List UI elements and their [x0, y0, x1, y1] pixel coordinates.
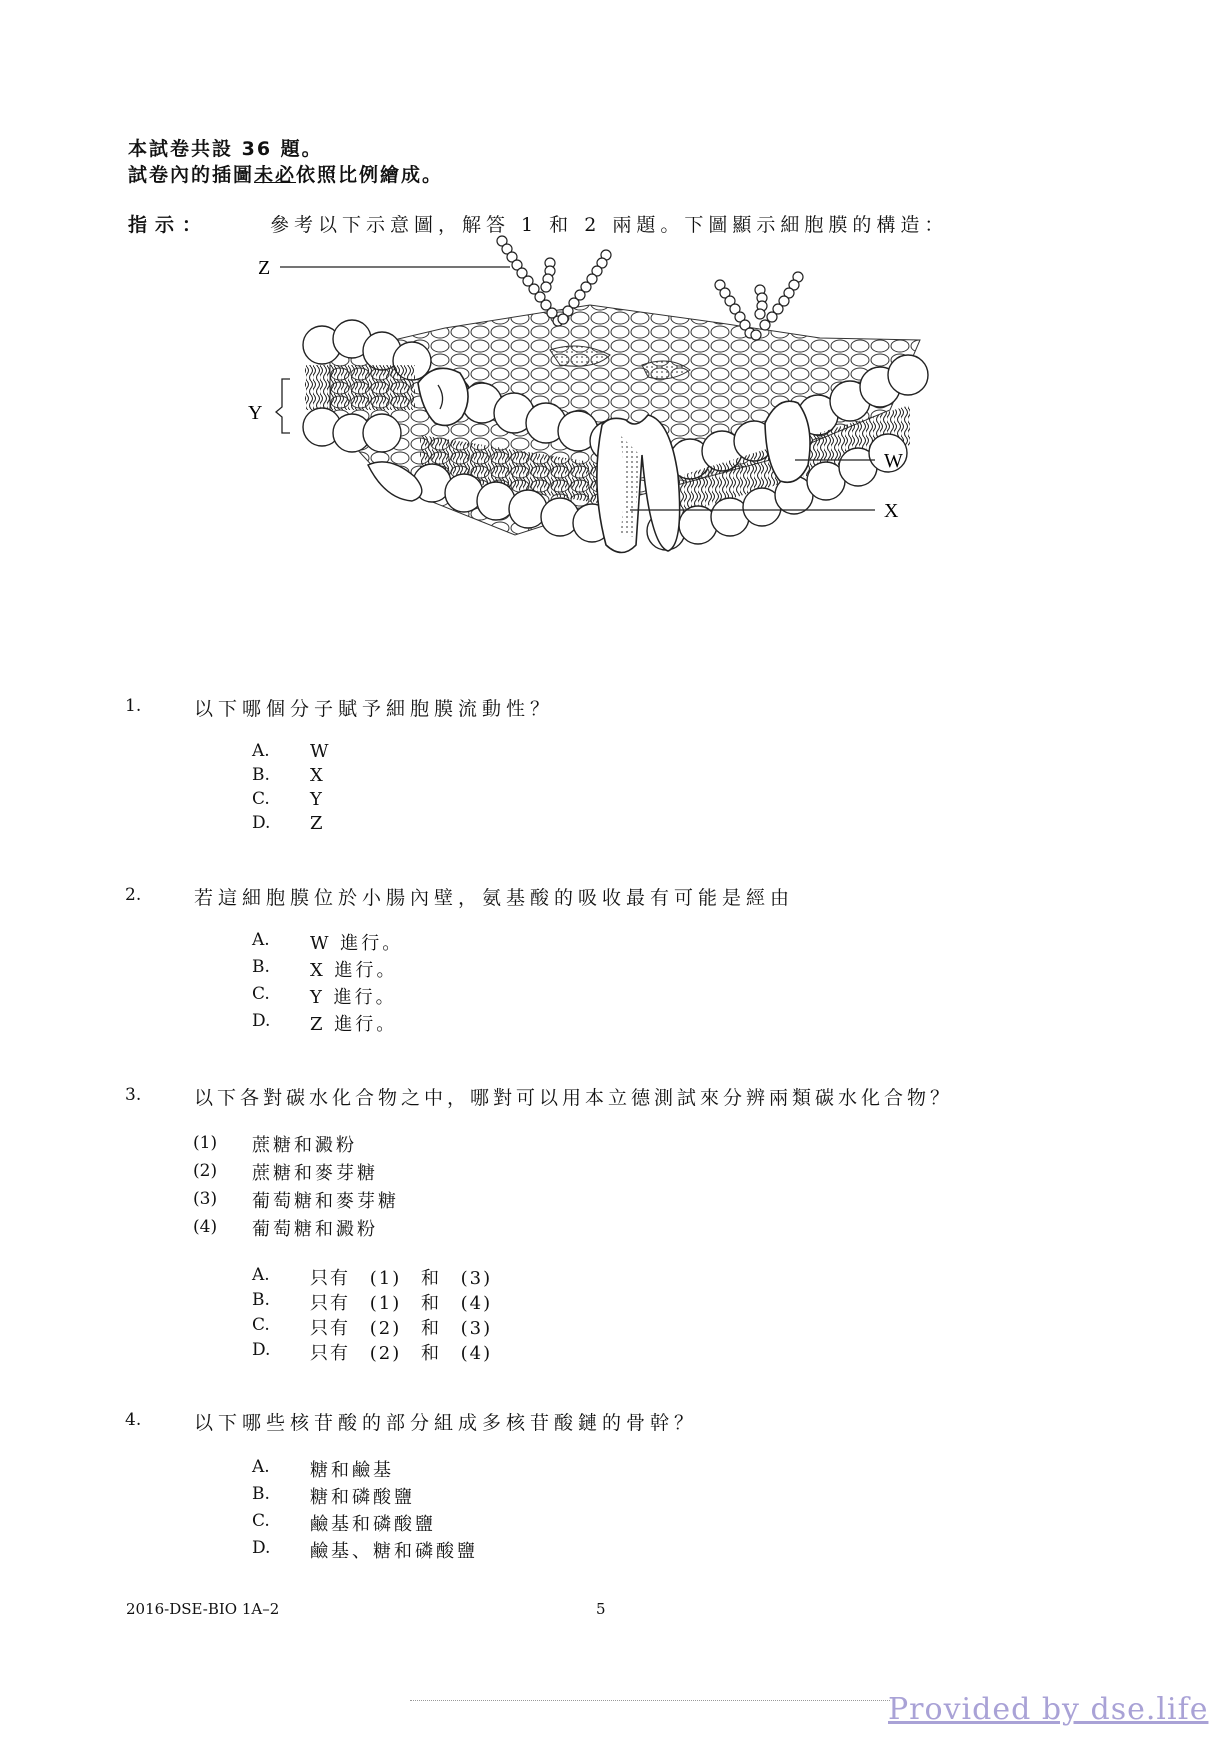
statement-number: (2)	[193, 1161, 218, 1181]
statement-text: 葡萄糖和澱粉	[252, 1219, 378, 1240]
option-text: 鹼基、糖和磷酸鹽	[310, 1541, 478, 1562]
option-letter: B.	[252, 957, 270, 977]
option-letter: C.	[252, 1511, 270, 1531]
option-letter: B.	[252, 765, 270, 785]
option-text: X 進行。	[310, 960, 398, 981]
instruction-text: 參考以下示意圖，解答 1 和 2 兩題。下圖顯示細胞膜的構造：	[270, 214, 949, 236]
option-letter: A.	[252, 930, 270, 950]
option-letter: D.	[252, 813, 271, 833]
option-letter: C.	[252, 789, 270, 809]
statement-number: (4)	[193, 1217, 218, 1237]
question-3-number: 3.	[125, 1085, 142, 1105]
question-1-number: 1.	[125, 696, 142, 716]
option-text: 只有 (2) 和 (3)	[310, 1318, 493, 1339]
option-letter: C.	[252, 984, 270, 1004]
page-number: 5	[596, 1600, 606, 1618]
option-letter: D.	[252, 1340, 271, 1360]
watermark: Provided by dse.life	[888, 1692, 1209, 1727]
question-1-text: 以下哪個分子賦予細胞膜流動性？	[194, 698, 555, 720]
option-letter: B.	[252, 1290, 270, 1310]
option-letter: D.	[252, 1011, 271, 1031]
option-text: 只有 (1) 和 (4)	[310, 1293, 493, 1314]
instruction-label: 指示：	[128, 214, 210, 236]
option-text: 只有 (2) 和 (4)	[310, 1343, 493, 1364]
option-letter: A.	[252, 741, 270, 761]
option-text: W	[310, 741, 329, 762]
option-text: 糖和鹼基	[310, 1460, 394, 1481]
channel-protein	[597, 415, 680, 553]
question-2-number: 2.	[125, 885, 142, 905]
option-letter: C.	[252, 1315, 270, 1335]
statement-text: 蔗糖和麥芽糖	[252, 1163, 378, 1184]
statement-number: (1)	[193, 1133, 218, 1153]
scale-note-underlined: 未必	[254, 164, 297, 186]
scale-note-a: 試卷內的插圖	[128, 164, 255, 186]
statement-text: 葡萄糖和麥芽糖	[252, 1191, 399, 1212]
statement-number: (3)	[193, 1189, 218, 1209]
left-tails	[305, 365, 415, 410]
option-text: 只有 (1) 和 (3)	[310, 1268, 493, 1289]
option-text: Y	[310, 789, 322, 810]
option-text: Z 進行。	[310, 1014, 398, 1035]
question-4-text: 以下哪些核苷酸的部分組成多核苷酸鏈的骨幹？	[194, 1412, 699, 1434]
option-text: Y 進行。	[310, 987, 397, 1008]
question-3-text: 以下各對碳水化合物之中，哪對可以用本立德測試來分辨兩類碳水化合物？	[194, 1087, 954, 1109]
option-text: X	[310, 765, 323, 786]
option-letter: A.	[252, 1457, 270, 1477]
exam-code: 2016-DSE-BIO 1A–2	[126, 1600, 280, 1618]
scale-note-b: 依照比例繪成。	[296, 164, 444, 186]
option-text: W 進行。	[310, 933, 404, 954]
label-y: Y	[248, 402, 263, 424]
y-bracket	[276, 379, 290, 433]
exam-note-count: 本試卷共設 36 題。	[128, 138, 323, 160]
question-4-number: 4.	[125, 1410, 142, 1430]
label-w: W	[884, 450, 903, 472]
option-text: Z	[310, 813, 323, 834]
option-text: 鹼基和磷酸鹽	[310, 1514, 436, 1535]
label-x: X	[884, 500, 899, 522]
left-lower-heads	[303, 408, 401, 452]
label-z: Z	[258, 257, 271, 279]
exam-note-scale	[128, 160, 443, 187]
scan-artifact-line	[410, 1700, 890, 1701]
statement-text: 蔗糖和澱粉	[252, 1135, 357, 1156]
option-letter: B.	[252, 1484, 270, 1504]
cell-membrane-diagram	[250, 255, 1010, 625]
question-2-text: 若這細胞膜位於小腸內壁，氨基酸的吸收最有可能是經由	[194, 887, 795, 909]
option-text: 糖和磷酸鹽	[310, 1487, 415, 1508]
option-letter: A.	[252, 1265, 270, 1285]
option-letter: D.	[252, 1538, 271, 1558]
